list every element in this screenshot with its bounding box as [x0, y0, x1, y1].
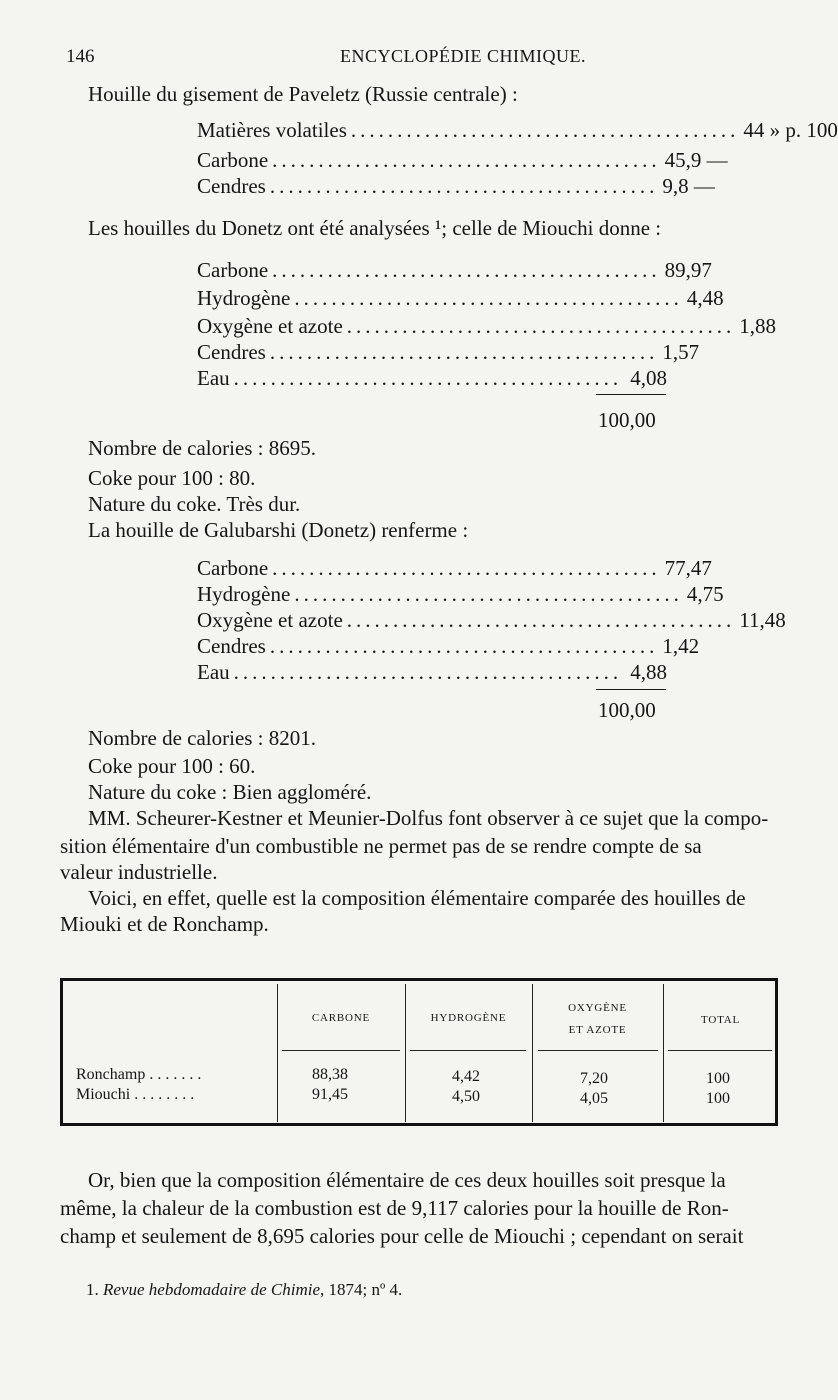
comparison-table	[60, 978, 780, 1130]
galubarshi-row: Carbone .......................................... 77,47	[197, 556, 712, 580]
donetz-intro: Les houilles du Donetz ont été analysées ¹; celle de Miouchi donne :	[88, 216, 662, 240]
footnote-rest: , 1874; nº 4.	[320, 1280, 403, 1299]
header-total: TOTAL	[701, 1014, 740, 1026]
paragraph-line: même, la chaleur de la combustion est de 9,117 calories pour la houille de Ron-	[60, 1196, 729, 1220]
row-value: 4,08	[630, 366, 667, 390]
row-name-miouchi: Miouchi . . . . . . . .	[76, 1086, 195, 1103]
sum-rule	[596, 689, 666, 690]
footnote-number: 1.	[86, 1280, 99, 1299]
paveletz-row: Matières volatiles .......................................... 44 » p. 100	[197, 118, 838, 142]
galubarshi-nature: Nature du coke : Bien aggloméré.	[88, 780, 372, 804]
row-label: Oxygène et azote	[197, 608, 343, 632]
row-label: Oxygène et azote	[197, 314, 343, 338]
cell-hydrogene: 4,50	[452, 1088, 480, 1105]
paragraph-line: champ et seulement de 8,695 calories pour celle de Miouchi ; cependant on serait	[60, 1224, 744, 1248]
row-value: 9,8 —	[662, 174, 715, 198]
miouchi-total: 100,00	[598, 408, 656, 432]
row-label: Cendres	[197, 174, 266, 198]
galubarshi-coke: Coke pour 100 : 60.	[88, 754, 256, 778]
row-name-ronchamp: Ronchamp . . . . . . .	[76, 1066, 202, 1083]
paragraph-line: Voici, en effet, quelle est la composition élémentaire comparée des houilles de	[88, 886, 746, 910]
row-label: Eau	[197, 660, 230, 684]
row-label: Eau	[197, 366, 230, 390]
footnote	[86, 1280, 402, 1300]
cell-total: 100	[706, 1090, 730, 1107]
row-value: 77,47	[664, 556, 712, 580]
paragraph-line: sition élémentaire d'un combustible ne permet pas de se rendre compte de sa	[60, 834, 702, 858]
cell-hydrogene: 4,42	[452, 1068, 480, 1085]
cell-oxygene: 7,20	[580, 1070, 608, 1087]
cell-carbone: 91,45	[312, 1086, 348, 1103]
row-value: 1,57	[662, 340, 700, 364]
paragraph-line: MM. Scheurer-Kestner et Meunier-Dolfus font observer à ce sujet que la compo-	[88, 806, 769, 830]
table-header-rule	[538, 1050, 658, 1051]
row-value: 1,88	[739, 314, 777, 338]
table-header-rule	[282, 1050, 400, 1051]
miouchi-nature: Nature du coke. Très dur.	[88, 492, 301, 516]
galubarshi-row: Oxygène et azote .......................................... 11,48	[197, 608, 786, 632]
paveletz-row: Carbone .......................................... 45,9 —	[197, 148, 728, 172]
galubarshi-row: Hydrogène .......................................... 4,75	[197, 582, 724, 606]
row-value: 4,48	[686, 286, 724, 310]
row-label: Hydrogène	[197, 286, 291, 310]
table-divider	[663, 984, 664, 1122]
row-label: Cendres	[197, 340, 266, 364]
miouchi-coke: Coke pour 100 : 80.	[88, 466, 256, 490]
paragraph-line: Miouki et de Ronchamp.	[60, 912, 269, 936]
row-label: Carbone	[197, 148, 269, 172]
row-label: Cendres	[197, 634, 266, 658]
table-header-rule	[668, 1050, 772, 1051]
cell-carbone: 88,38	[312, 1066, 348, 1083]
row-value: 11,48	[739, 608, 786, 632]
header-oxygene: OXYGÈNE	[568, 1002, 627, 1014]
footnote-source: Revue hebdomadaire de Chimie	[103, 1280, 320, 1299]
galubarshi-heading: La houille de Galubarshi (Donetz) renferme :	[88, 518, 469, 542]
table-header-rule	[410, 1050, 526, 1051]
miouchi-row: Eau .......................................... 4,08	[197, 366, 667, 390]
cell-oxygene: 4,05	[580, 1090, 608, 1107]
header-azote: ET AZOTE	[568, 1024, 627, 1036]
sum-rule	[596, 394, 666, 395]
row-value: 45,9 —	[664, 148, 728, 172]
galubarshi-row: Cendres .......................................... 1,42	[197, 634, 700, 658]
row-value: 44 » p. 100	[743, 118, 838, 142]
row-label: Hydrogène	[197, 582, 291, 606]
row-label: Carbone	[197, 556, 269, 580]
row-value: 89,97	[664, 258, 712, 282]
miouchi-calories: Nombre de calories : 8695.	[88, 436, 317, 460]
galubarshi-calories: Nombre de calories : 8201.	[88, 726, 317, 750]
row-value: 1,42	[662, 634, 700, 658]
table-divider	[405, 984, 406, 1122]
paveletz-heading: Houille du gisement de Paveletz (Russie centrale) :	[88, 82, 518, 106]
paveletz-row: Cendres .......................................... 9,8 —	[197, 174, 715, 198]
cell-total: 100	[706, 1070, 730, 1087]
row-value: 4,75	[686, 582, 724, 606]
running-title: ENCYCLOPÉDIE CHIMIQUE.	[340, 46, 586, 66]
galubarshi-row: Eau .......................................... 4,88	[197, 660, 667, 684]
miouchi-row: Oxygène et azote .......................................... 1,88	[197, 314, 777, 338]
galubarshi-total: 100,00	[598, 698, 656, 722]
paragraph-line: Or, bien que la composition élémentaire de ces deux houilles soit presque la	[88, 1168, 726, 1192]
miouchi-row: Hydrogène .......................................... 4,48	[197, 286, 724, 310]
miouchi-row: Cendres .......................................... 1,57	[197, 340, 700, 364]
miouchi-row: Carbone .......................................... 89,97	[197, 258, 712, 282]
row-value: 4,88	[630, 660, 667, 684]
page-number: 146	[66, 46, 95, 67]
paragraph-line: valeur industrielle.	[60, 860, 218, 884]
table-divider	[277, 984, 278, 1122]
header-carbone: CARBONE	[311, 1012, 371, 1024]
row-label: Carbone	[197, 258, 269, 282]
header-hydrogene: HYDROGÈNE	[430, 1012, 507, 1024]
row-label: Matières volatiles	[197, 118, 347, 142]
